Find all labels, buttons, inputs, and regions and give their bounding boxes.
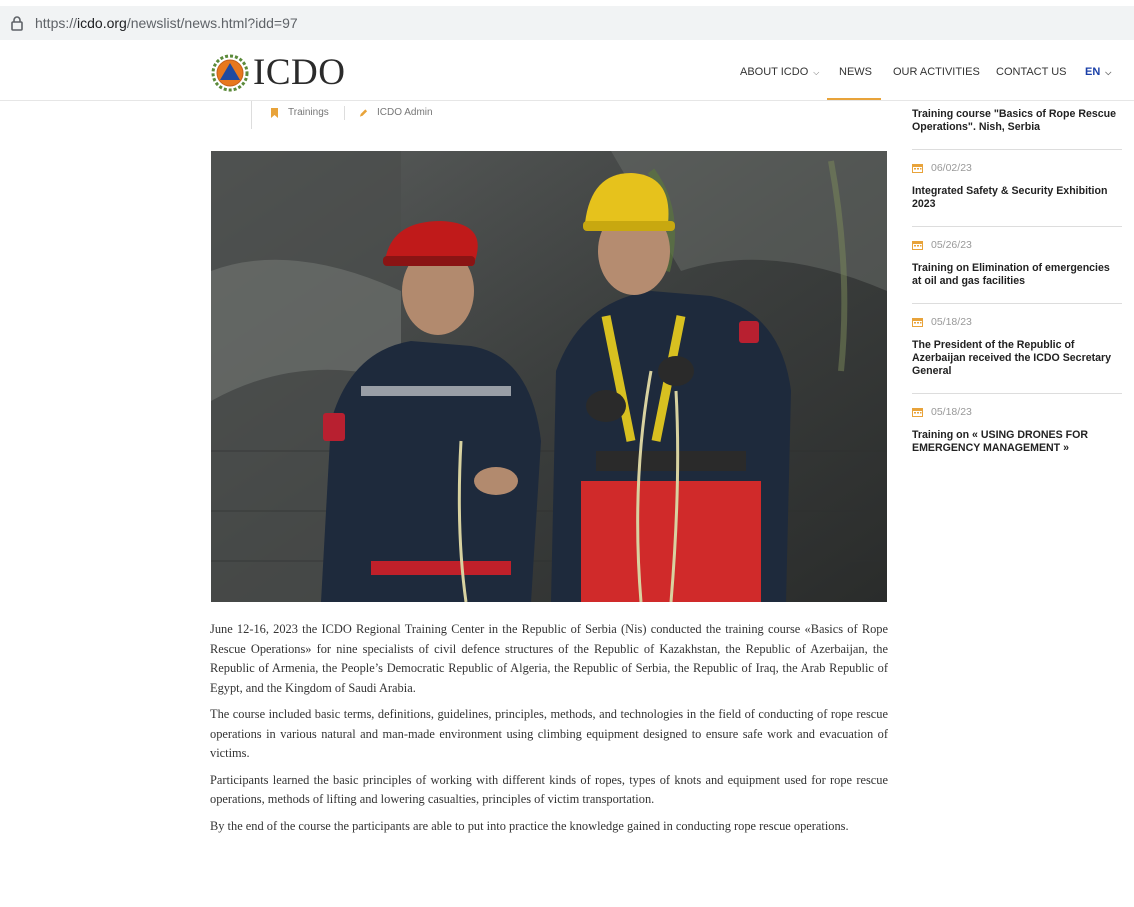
- sidebar-divider: [912, 149, 1122, 150]
- nav-news[interactable]: [839, 66, 872, 78]
- chevron-down-icon: ⌵: [813, 68, 820, 77]
- url-path: /newslist/news.html?idd=97: [126, 15, 298, 31]
- nav-active-indicator: [827, 98, 881, 100]
- article-body: [210, 620, 888, 843]
- chevron-down-icon: ⌵: [1105, 68, 1112, 77]
- meta-divider: [251, 101, 252, 129]
- calendar-icon: [912, 163, 923, 173]
- nav-contact-us[interactable]: [996, 66, 1067, 78]
- site-logo[interactable]: [211, 54, 345, 92]
- date-label: 05/26/23: [931, 239, 972, 251]
- date-label: 05/18/23: [931, 406, 972, 418]
- sidebar-news-date: [912, 239, 1122, 251]
- sidebar-news-title[interactable]: Training course "Basics of Rope Rescue Operations". Nish, Serbia: [912, 108, 1117, 133]
- language-label: EN: [1085, 66, 1101, 78]
- sidebar-news-title[interactable]: The President of the Republic of Azerbaijan received the ICDO Secretary General: [912, 339, 1112, 377]
- meta-separator: [344, 106, 345, 120]
- icdo-emblem-icon: [211, 54, 249, 92]
- language-selector[interactable]: [1085, 66, 1111, 78]
- sidebar-news-date: [912, 316, 1122, 328]
- article-paragraph: Participants learned the basic principles of working with different kinds of ropes, types of knots and equipment used for rope rescue operations, methods of lifting and lowering casualties, principles of victim transportation.: [210, 772, 888, 806]
- sidebar-news-title[interactable]: Training on Elimination of emergencies at oil and gas facilities: [912, 262, 1110, 287]
- sidebar-divider: [912, 393, 1122, 394]
- article-paragraph: By the end of the course the participants are able to put into practice the knowledge gained in conducting rope rescue operations.: [210, 818, 849, 833]
- bookmark-icon: [270, 108, 279, 118]
- calendar-icon: [912, 240, 923, 250]
- sidebar-news-date: [912, 406, 1122, 418]
- pencil-icon: [359, 108, 368, 118]
- post-author[interactable]: [359, 107, 433, 118]
- date-label: 05/18/23: [931, 316, 972, 328]
- article-paragraph: The course included basic terms, definitions, guidelines, principles, methods, and technologies in the field of conducting of rope rescue operations in various natural and man-made environment using climbing equipment designed to ensure safe work and evacuation of victims.: [210, 707, 888, 760]
- sidebar-divider: [912, 303, 1122, 304]
- date-label: 06/02/23: [931, 162, 972, 174]
- url-text[interactable]: [35, 15, 298, 31]
- sidebar-news-item[interactable]: [912, 108, 1122, 134]
- sidebar-divider: [912, 226, 1122, 227]
- article-photo: [211, 151, 887, 602]
- news-sidebar: [912, 108, 1122, 455]
- site-header: [0, 44, 1134, 101]
- sidebar-news-date: [912, 162, 1122, 174]
- nav-about-label: ABOUT ICDO: [740, 66, 809, 78]
- nav-our-activities[interactable]: [893, 66, 980, 78]
- nav-about-icdo[interactable]: [740, 66, 819, 78]
- rescuers-photo-image: [211, 151, 887, 602]
- logo-text: ICDO: [253, 52, 346, 93]
- nav-news-label: NEWS: [839, 66, 872, 78]
- category-label: Trainings: [288, 107, 329, 118]
- sidebar-news-item[interactable]: [912, 162, 1122, 211]
- sidebar-news-item[interactable]: [912, 239, 1122, 288]
- calendar-icon: [912, 407, 923, 417]
- url-scheme: https://: [35, 15, 78, 31]
- sidebar-news-title[interactable]: Integrated Safety & Security Exhibition 2023: [912, 185, 1108, 210]
- sidebar-news-item[interactable]: [912, 406, 1122, 455]
- lock-icon: [10, 15, 24, 31]
- author-label: ICDO Admin: [377, 107, 433, 118]
- sidebar-news-title[interactable]: Training on « USING DRONES FOR EMERGENCY MANAGEMENT »: [912, 429, 1088, 454]
- url-domain: icdo.org: [77, 15, 127, 31]
- browser-address-bar[interactable]: [0, 6, 1134, 40]
- nav-contact-label: CONTACT US: [996, 66, 1067, 78]
- calendar-icon: [912, 317, 923, 327]
- sidebar-news-item[interactable]: [912, 316, 1122, 378]
- post-category[interactable]: [270, 107, 329, 118]
- nav-activities-label: OUR ACTIVITIES: [893, 66, 980, 78]
- article-paragraph: June 12-16, 2023 the ICDO Regional Training Center in the Republic of Serbia (Nis) conducted the training course «Basics of Rope Rescue Operations» for nine specialists of civil defence structures of the Republic of Kazakhstan, the Republic of Azerbaijan, the Republic of Armenia, the People’s Democratic Republic of Algeria, the Republic of Serbia, the Republic of Iraq, the Arab Republic of Egypt, and the Kingdom of Saudi Arabia.: [210, 622, 888, 695]
